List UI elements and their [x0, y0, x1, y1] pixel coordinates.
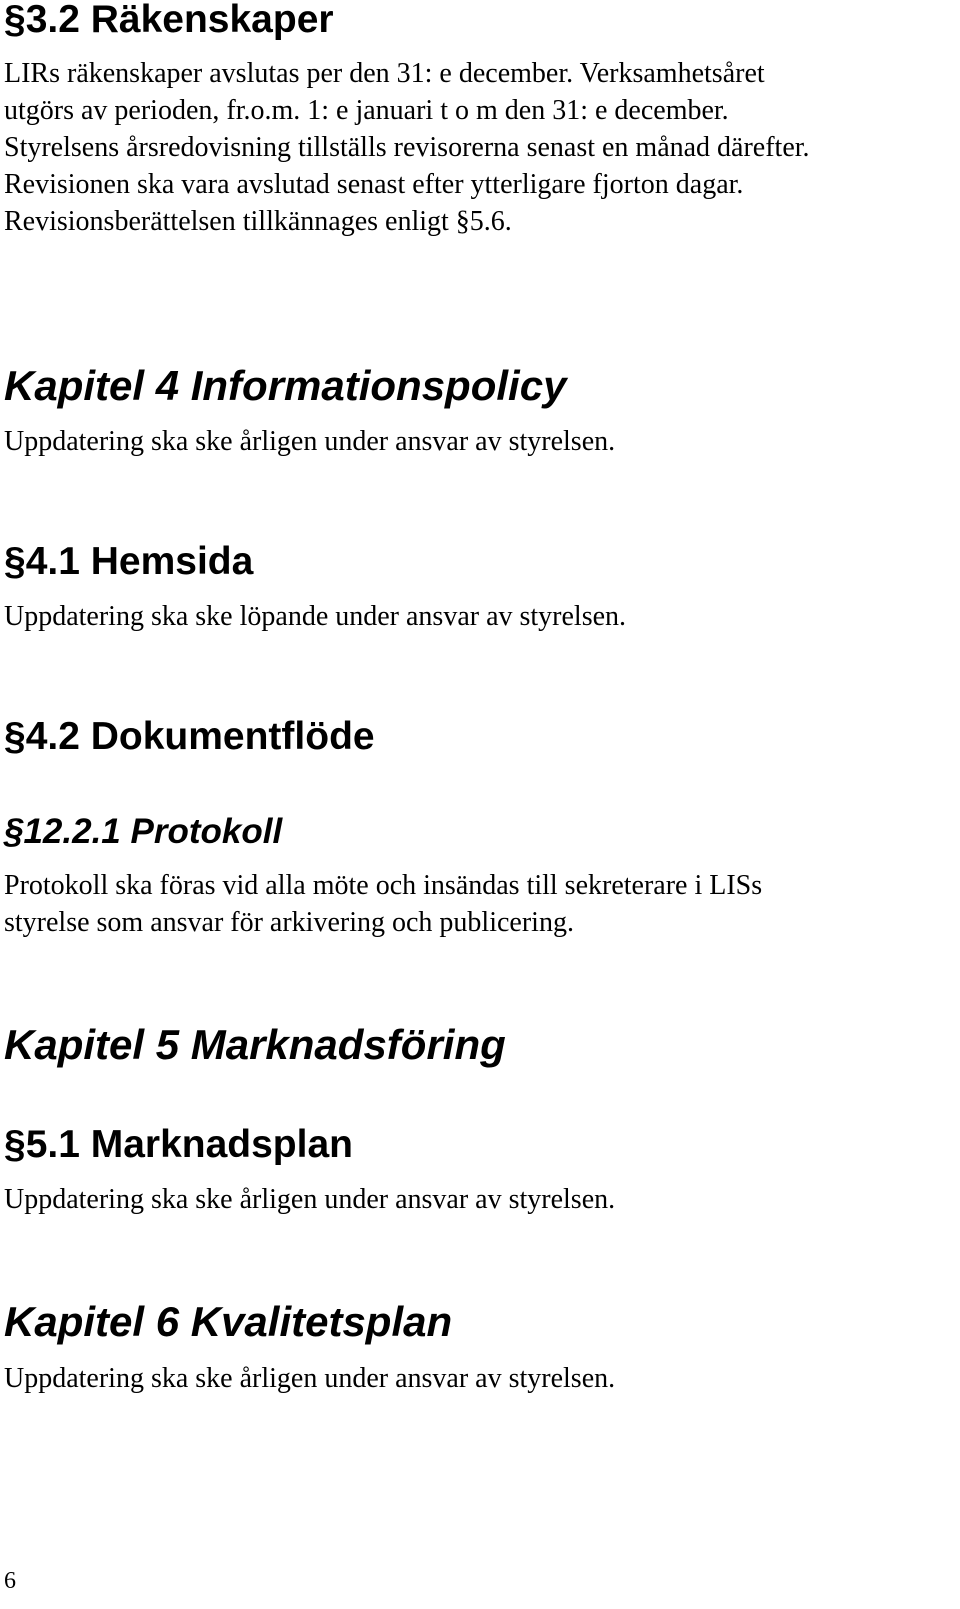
section-heading-5-1: §5.1 Marknadsplan: [4, 1123, 353, 1166]
section-paragraph-4-1: [4, 598, 626, 635]
paragraph-line: Revisionen ska vara avslutad senast efter ytterligare fjorton dagar.: [4, 169, 744, 200]
section-heading-3-2: §3.2 Räkenskaper: [4, 0, 334, 41]
paragraph-line: Uppdatering ska ske årligen under ansvar av styrelsen.: [4, 1363, 616, 1394]
subsection-paragraph-12-2-1: [4, 867, 762, 941]
chapter-heading-6: Kapitel 6 Kvalitetsplan: [4, 1298, 453, 1345]
paragraph-line: LIRs räkenskaper avslutas per den 31: e december. Verksamhetsåret: [4, 58, 765, 89]
page-number: 6: [4, 1568, 16, 1594]
subsection-heading-12-2-1: §12.2.1 Protokoll: [4, 812, 283, 851]
paragraph-line: Uppdatering ska ske årligen under ansvar av styrelsen.: [4, 1184, 616, 1215]
section-heading-4-2: §4.2 Dokumentflöde: [4, 715, 375, 758]
paragraph-line: Uppdatering ska ske årligen under ansvar av styrelsen.: [4, 426, 616, 457]
paragraph-line: Protokoll ska föras vid alla möte och insändas till sekreterare i LISs: [4, 870, 763, 901]
paragraph-line: Uppdatering ska ske löpande under ansvar av styrelsen.: [4, 601, 627, 632]
paragraph-line: utgörs av perioden, fr.o.m. 1: e januari t o m den 31: e december.: [4, 95, 729, 126]
paragraph-line: Revisionsberättelsen tillkännages enligt §5.6.: [4, 206, 512, 237]
chapter-paragraph-4: [4, 423, 615, 460]
chapter-heading-4: Kapitel 4 Informationspolicy: [4, 362, 567, 409]
chapter-heading-5: Kapitel 5 Marknadsföring: [4, 1021, 506, 1068]
chapter-paragraph-6: [4, 1360, 615, 1397]
paragraph-line: styrelse som ansvar för arkivering och publicering.: [4, 907, 574, 938]
section-paragraph-3-2: [4, 55, 810, 240]
paragraph-line: Styrelsens årsredovisning tillställs revisorerna senast en månad därefter.: [4, 132, 810, 163]
section-paragraph-5-1: [4, 1181, 615, 1218]
section-heading-4-1: §4.1 Hemsida: [4, 540, 254, 583]
